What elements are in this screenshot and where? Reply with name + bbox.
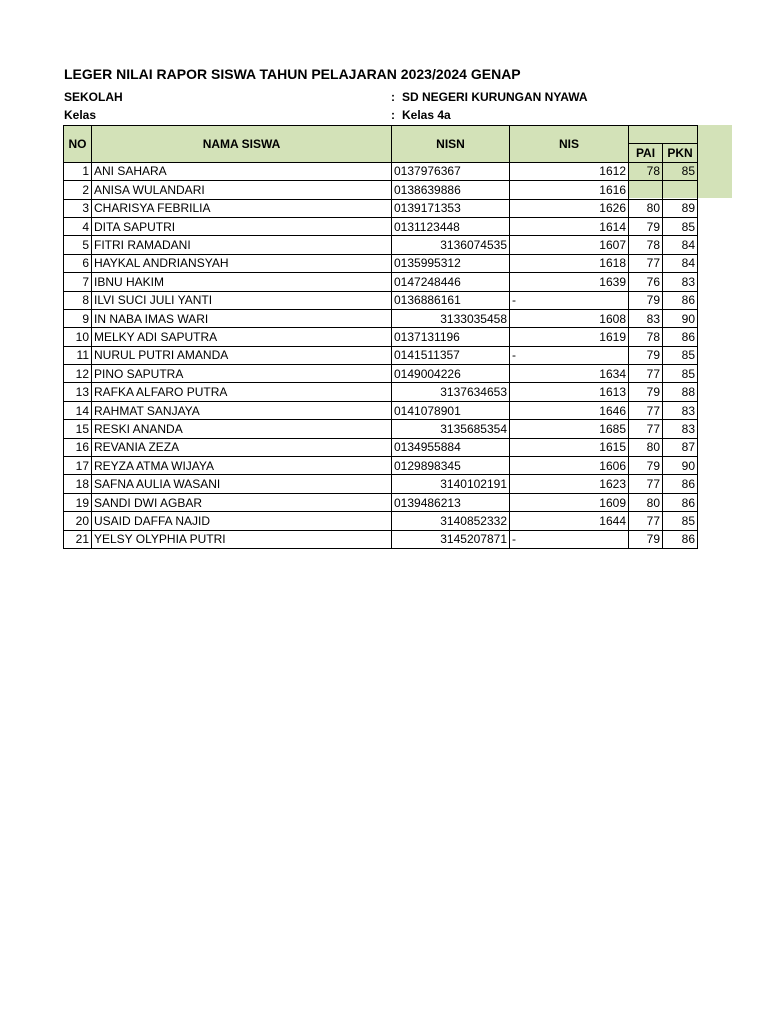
row-pai: 77	[629, 401, 663, 419]
row-nisn: 0147248446	[392, 273, 510, 291]
row-pai: 77	[629, 254, 663, 272]
row-no: 8	[64, 291, 92, 309]
header-pai: PAI	[629, 144, 663, 162]
row-nama-siswa: SANDI DWI AGBAR	[92, 493, 392, 511]
row-no: 5	[64, 236, 92, 254]
row-no: 6	[64, 254, 92, 272]
row-pkn: 90	[663, 309, 698, 327]
row-pkn: 85	[663, 512, 698, 530]
row-pkn: 84	[663, 254, 698, 272]
row-no: 2	[64, 181, 92, 199]
class-label: Kelas	[64, 108, 97, 122]
row-nis: -	[510, 346, 629, 364]
row-nisn: 0141078901	[392, 401, 510, 419]
row-pkn: 86	[663, 493, 698, 511]
row-nisn: 0138639886	[392, 181, 510, 199]
row-pkn: 85	[663, 365, 698, 383]
row-nisn: 0134955884	[392, 438, 510, 456]
table-row	[64, 512, 698, 530]
table-row	[64, 309, 698, 327]
table-row	[64, 383, 698, 401]
row-no: 20	[64, 512, 92, 530]
row-nisn: 3140852332	[392, 512, 510, 530]
row-nis: 1634	[510, 365, 629, 383]
table-row	[64, 273, 698, 291]
row-nis: 1685	[510, 420, 629, 438]
row-nama-siswa: REVANIA ZEZA	[92, 438, 392, 456]
row-pai: 77	[629, 365, 663, 383]
class-info-row	[64, 108, 664, 124]
row-nis: 1639	[510, 273, 629, 291]
class-value: Kelas 4a	[402, 108, 451, 122]
row-pai: 79	[629, 217, 663, 235]
row-nisn: 0136886161	[392, 291, 510, 309]
row-nama-siswa: HAYKAL ANDRIANSYAH	[92, 254, 392, 272]
table-row	[64, 493, 698, 511]
grades-table	[63, 125, 698, 549]
row-nama-siswa: REYZA ATMA WIJAYA	[92, 457, 392, 475]
school-info-row	[64, 90, 664, 106]
row-nis: 1608	[510, 309, 629, 327]
row-nis: 1614	[510, 217, 629, 235]
row-pkn: 85	[663, 162, 698, 180]
row-pai: 77	[629, 512, 663, 530]
row-pkn: 89	[663, 199, 698, 217]
row-no: 9	[64, 309, 92, 327]
row-pai: 83	[629, 309, 663, 327]
table-row	[64, 236, 698, 254]
row-pkn: 86	[663, 291, 698, 309]
row-nis: 1619	[510, 328, 629, 346]
row-pai: 79	[629, 291, 663, 309]
row-pkn: 90	[663, 457, 698, 475]
row-no: 17	[64, 457, 92, 475]
row-pkn: 83	[663, 401, 698, 419]
row-nama-siswa: CHARISYA FEBRILIA	[92, 199, 392, 217]
row-nis: -	[510, 291, 629, 309]
header-subject-group	[629, 126, 698, 144]
row-pai: 78	[629, 328, 663, 346]
row-nis: 1615	[510, 438, 629, 456]
school-value: SD NEGERI KURUNGAN NYAWA	[402, 90, 588, 104]
table-row	[64, 328, 698, 346]
row-pkn: 86	[663, 530, 698, 548]
row-nis: 1626	[510, 199, 629, 217]
row-pai: 76	[629, 273, 663, 291]
header-pkn: PKN	[663, 144, 698, 162]
table-row	[64, 475, 698, 493]
row-nisn: 0131123448	[392, 217, 510, 235]
row-nis: 1606	[510, 457, 629, 475]
table-row	[64, 530, 698, 548]
row-pai: 80	[629, 199, 663, 217]
row-pai: 78	[629, 236, 663, 254]
row-no: 12	[64, 365, 92, 383]
row-pai: 77	[629, 475, 663, 493]
row-nama-siswa: ANISA WULANDARI	[92, 181, 392, 199]
row-nis: 1613	[510, 383, 629, 401]
row-nama-siswa: RAFKA ALFARO PUTRA	[92, 383, 392, 401]
row-no: 4	[64, 217, 92, 235]
row-nis: 1607	[510, 236, 629, 254]
row-nama-siswa: USAID DAFFA NAJID	[92, 512, 392, 530]
header-nisn: NISN	[392, 126, 510, 163]
row-nis: -	[510, 530, 629, 548]
row-nisn: 0135995312	[392, 254, 510, 272]
row-nisn: 0149004226	[392, 365, 510, 383]
row-pkn: 83	[663, 273, 698, 291]
row-nisn: 3136074535	[392, 236, 510, 254]
row-nama-siswa: ILVI SUCI JULI YANTI	[92, 291, 392, 309]
row-no: 7	[64, 273, 92, 291]
row-no: 1	[64, 162, 92, 180]
row-pai: 77	[629, 420, 663, 438]
row-nisn: 3135685354	[392, 420, 510, 438]
row-nama-siswa: YELSY OLYPHIA PUTRI	[92, 530, 392, 548]
table-row	[64, 254, 698, 272]
row-nama-siswa: MELKY ADI SAPUTRA	[92, 328, 392, 346]
row-nisn: 0141511357	[392, 346, 510, 364]
row-no: 14	[64, 401, 92, 419]
row-pai: 80	[629, 438, 663, 456]
row-pai: 79	[629, 383, 663, 401]
row-no: 3	[64, 199, 92, 217]
table-row	[64, 217, 698, 235]
row-pkn: 88	[663, 383, 698, 401]
row-nis: 1618	[510, 254, 629, 272]
row-nama-siswa: RESKI ANANDA	[92, 420, 392, 438]
row-pkn: 85	[663, 346, 698, 364]
row-nisn: 0137131196	[392, 328, 510, 346]
header-nama-siswa: NAMA SISWA	[92, 126, 392, 163]
row-no: 21	[64, 530, 92, 548]
grades-table-body	[64, 162, 698, 548]
row-pkn	[663, 181, 698, 199]
school-label: SEKOLAH	[64, 90, 123, 104]
row-nisn: 0137976367	[392, 162, 510, 180]
row-no: 13	[64, 383, 92, 401]
row-no: 19	[64, 493, 92, 511]
table-row	[64, 457, 698, 475]
row-nis: 1609	[510, 493, 629, 511]
row-pkn: 86	[663, 475, 698, 493]
row-pai: 79	[629, 457, 663, 475]
row-no: 16	[64, 438, 92, 456]
row-no: 11	[64, 346, 92, 364]
row-no: 18	[64, 475, 92, 493]
row-nis: 1646	[510, 401, 629, 419]
row-nisn: 0139486213	[392, 493, 510, 511]
row-nama-siswa: PINO SAPUTRA	[92, 365, 392, 383]
row-nama-siswa: IBNU HAKIM	[92, 273, 392, 291]
table-row	[64, 162, 698, 180]
row-pkn: 85	[663, 217, 698, 235]
row-nama-siswa: NURUL PUTRI AMANDA	[92, 346, 392, 364]
row-nama-siswa: IN NABA IMAS WARI	[92, 309, 392, 327]
row-nis: 1616	[510, 181, 629, 199]
header-no: NO	[64, 126, 92, 163]
row-pkn: 86	[663, 328, 698, 346]
row-nisn: 3137634653	[392, 383, 510, 401]
row-nama-siswa: FITRI RAMADANI	[92, 236, 392, 254]
row-pai: 79	[629, 346, 663, 364]
row-pai: 78	[629, 162, 663, 180]
row-pkn: 84	[663, 236, 698, 254]
header-nis: NIS	[510, 126, 629, 163]
row-pai: 80	[629, 493, 663, 511]
table-row	[64, 291, 698, 309]
row-no: 15	[64, 420, 92, 438]
row-pai	[629, 181, 663, 199]
row-nama-siswa: ANI SAHARA	[92, 162, 392, 180]
table-row	[64, 346, 698, 364]
table-row	[64, 181, 698, 199]
table-row	[64, 199, 698, 217]
row-nis: 1612	[510, 162, 629, 180]
school-colon: :	[391, 90, 395, 104]
table-row	[64, 365, 698, 383]
table-row	[64, 401, 698, 419]
class-colon: :	[391, 108, 395, 122]
table-row	[64, 420, 698, 438]
row-pkn: 87	[663, 438, 698, 456]
row-nis: 1644	[510, 512, 629, 530]
row-nisn: 3145207871	[392, 530, 510, 548]
row-pai: 79	[629, 530, 663, 548]
row-nisn: 3140102191	[392, 475, 510, 493]
row-pkn: 83	[663, 420, 698, 438]
row-nisn: 3133035458	[392, 309, 510, 327]
row-nis: 1623	[510, 475, 629, 493]
row-nama-siswa: DITA SAPUTRI	[92, 217, 392, 235]
row-nisn: 0129898345	[392, 457, 510, 475]
document-title: LEGER NILAI RAPOR SISWA TAHUN PELAJARAN 2023/2024 GENAP	[64, 66, 521, 82]
table-row	[64, 438, 698, 456]
row-nama-siswa: SAFNA AULIA WASANI	[92, 475, 392, 493]
row-no: 10	[64, 328, 92, 346]
row-nama-siswa: RAHMAT SANJAYA	[92, 401, 392, 419]
row-nisn: 0139171353	[392, 199, 510, 217]
